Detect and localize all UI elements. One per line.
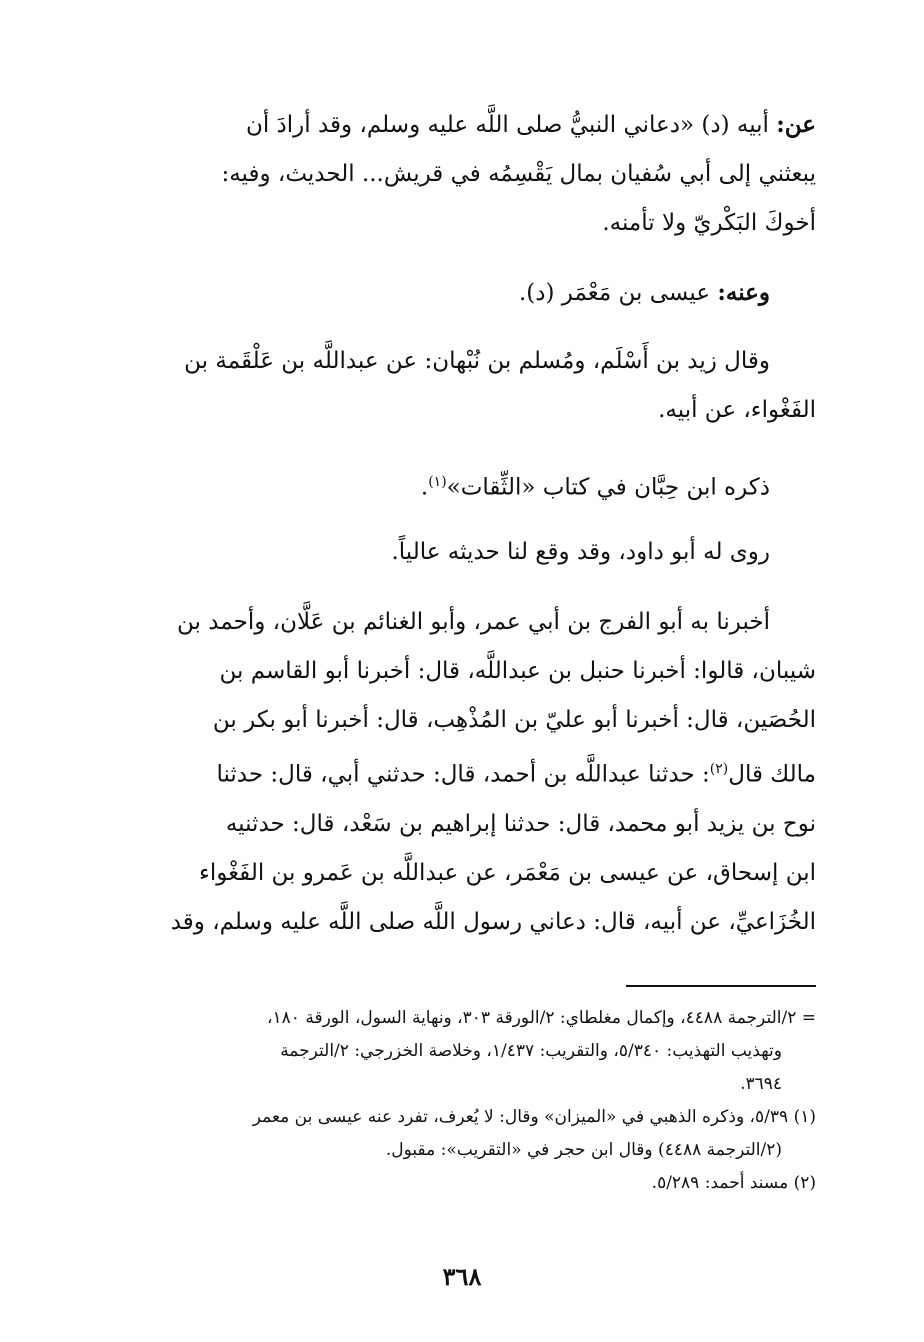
paragraph-6-line-4a: مالك قال [728,761,816,788]
paragraph-4-text: ذكره ابن حِبَّان في كتاب «الثِّقات» [446,474,770,501]
footnote-continued-line-2: وتهذيب التهذيب: ٥/٣٤٠، والتقريب: ١/٤٣٧، وخلاصة الخزرجي: ٢/الترجمة [280,1041,782,1061]
paragraph-6 [110,598,816,947]
paragraph-6-line-2: شيبان، قالوا: أخبرنا حنبل بن عبداللَّه، قال: أخبرنا أبو القاسم بن [219,658,816,684]
paragraph-1-line-1: أبيه (د) «دعاني النبيُّ صلى اللَّه عليه وسلم، وقد أرادَ أن [245,112,769,138]
narrator-label-wanhu: وعنه: [717,279,770,306]
paragraph-4-end: . [420,474,429,501]
paragraph-6-line-1: أخبرنا به أبو الفرج بن أبي عمر، وأبو الغنائم بن عَلَّان، وأحمد بن [177,609,770,635]
narrator-label-an: عن: [776,111,816,138]
footnote-ref-1: (١) [428,474,447,490]
paragraph-3-line-2: الفَغْواء، عن أبيه. [658,397,816,423]
paragraph-4 [110,458,816,513]
paragraph-1-line-3: أخوكَ البَكْريّ ولا تأمنه. [602,210,816,236]
footnotes [110,1002,816,1200]
footnote-separator [626,985,816,987]
paragraph-1-line-2: يبعثني إلى أبي سُفيان بمال يَقْسِمُه في قريش... الحديث، وفيه: [221,161,816,187]
paragraph-6-line-7: الخُزَاعيِّ، عن أبيه، قال: دعاني رسول اللَّه صلى اللَّه عليه وسلم، وقد [170,908,816,935]
footnote-1-line-1: (١) ٥/٣٩، وذكره الذهبي في «الميزان» وقال: لا يُعرف، تفرد عنه عيسى بن معمر [252,1107,816,1127]
footnote-1-line-2: (٢/الترجمة ٤٤٨٨) وقال ابن حجر في «التقريب»: مقبول. [385,1140,782,1160]
paragraph-6-line-3: الحُصَين، قال: أخبرنا أبو عليّ بن المُذْهِب، قال: أخبرنا أبو بكر بن [212,707,816,733]
paragraph-6-line-5: نوح بن يزيد أبو محمد، قال: حدثنا إبراهيم بن سَعْد، قال: حدثنيه [225,810,816,837]
paragraph-6-line-4b: : حدثنا عبداللَّه بن أحمد، قال: حدثني أبي، قال: حدثنا [216,761,710,788]
footnote-2-line-1: (٢) مسند أحمد: ٥/٢٨٩. [651,1173,816,1193]
paragraph-6-line-6: ابن إسحاق، عن عيسى بن مَعْمَر، عن عبداللَّه بن عَمرو بن الفَغْواء [199,859,816,886]
paragraph-1 [110,100,816,248]
footnote-ref-2: (٢) [709,761,729,777]
paragraph-5 [110,528,816,577]
paragraph-3 [110,337,816,435]
paragraph-3-line-1: وقال زيد بن أَسْلَم، ومُسلم بن نُبْهان: عن عبداللَّه بن عَلْقَمة بن [184,348,770,374]
footnote-continued-line-3: ٣٦٩٤. [740,1074,782,1094]
paragraph-2-text: عيسى بن مَعْمَر (د). [518,280,711,306]
paragraph-2 [110,268,816,318]
paragraph-5-text: روى له أبو داود، وقد وقع لنا حديثه عالياً. [391,539,770,565]
page-number: ٣٦٨ [442,1262,482,1291]
footnote-continued-line-1: = ٢/الترجمة ٤٤٨٨، وإكمال مغلطاي: ٢/الورقة ٣٠٣، ونهاية السول، الورقة ١٨٠، [267,1008,816,1028]
